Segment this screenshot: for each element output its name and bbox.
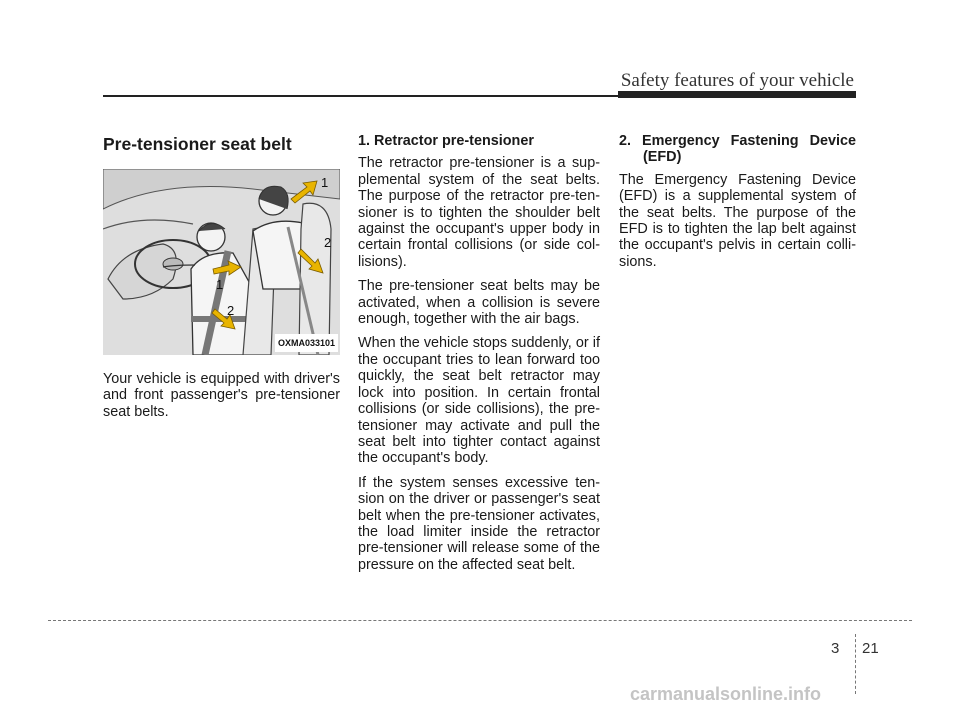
callout-2-passenger: 2 — [324, 235, 332, 250]
column-2 — [358, 133, 600, 581]
footer-divider — [48, 620, 912, 621]
callout-1-driver: 1 — [216, 277, 224, 292]
retractor-paragraph-3: When the vehicle stops suddenly, or if the occupant tries to lean forward too quickly, the seat belt retractor may lock into position. In certain frontal collisions (or side collisions), the pre-tensioner may activate and pull the seat belt into tighter contact against the occupant's body. — [358, 335, 600, 467]
intro-paragraph: Your vehicle is equipped with driver's and front passenger's pre-tensioner seat belts. — [103, 371, 340, 420]
column-1 — [103, 133, 340, 428]
seat-belt-illustration — [103, 169, 340, 355]
callout-1-passenger: 1 — [321, 175, 329, 190]
header-rule-accent — [618, 91, 856, 98]
page-number: 21 — [862, 640, 879, 657]
retractor-paragraph-4: If the system senses excessive ten-sion on the driver or passenger's seat belt when the pre-tensioner activates, the load limiter inside the retractor pre-tensioner will release some of the pressure on the affected seat belt. — [358, 474, 600, 573]
retractor-paragraph-2: The pre-tensioner seat belts may be activated, when a collision is severe enough, together with the air bags. — [358, 278, 600, 328]
illustration-drawing — [103, 169, 340, 355]
footer-vertical-divider — [855, 634, 856, 694]
callout-2-driver: 2 — [227, 303, 235, 318]
chapter-number: 3 — [831, 640, 840, 657]
efd-paragraph: The Emergency Fastening Device (EFD) is a supplemental system of the seat belts. The purpose of the EFD is to tighten the lap belt against the occupant's pelvis in certain colli-sions. — [619, 171, 856, 270]
page-header-title: Safety features of your vehicle — [620, 70, 854, 91]
watermark: carmanualsonline.info — [630, 684, 822, 704]
retractor-paragraph-1: The retractor pre-tensioner is a sup-plemental system of the seat belts. The purpose of the retractor pre-ten-sioner is to tighten the shoulder belt against the occupant's upper body in certain frontal collisions (or side col-lisions). — [358, 155, 600, 270]
figure-code: OXMA033101 — [275, 334, 338, 352]
section-heading: Pre-tensioner seat belt — [103, 134, 292, 154]
retractor-heading: 1. Retractor pre-tensioner — [358, 133, 534, 149]
column-3 — [619, 133, 856, 278]
efd-heading: 2. Emergency Fastening Device (EFD) — [619, 133, 856, 166]
